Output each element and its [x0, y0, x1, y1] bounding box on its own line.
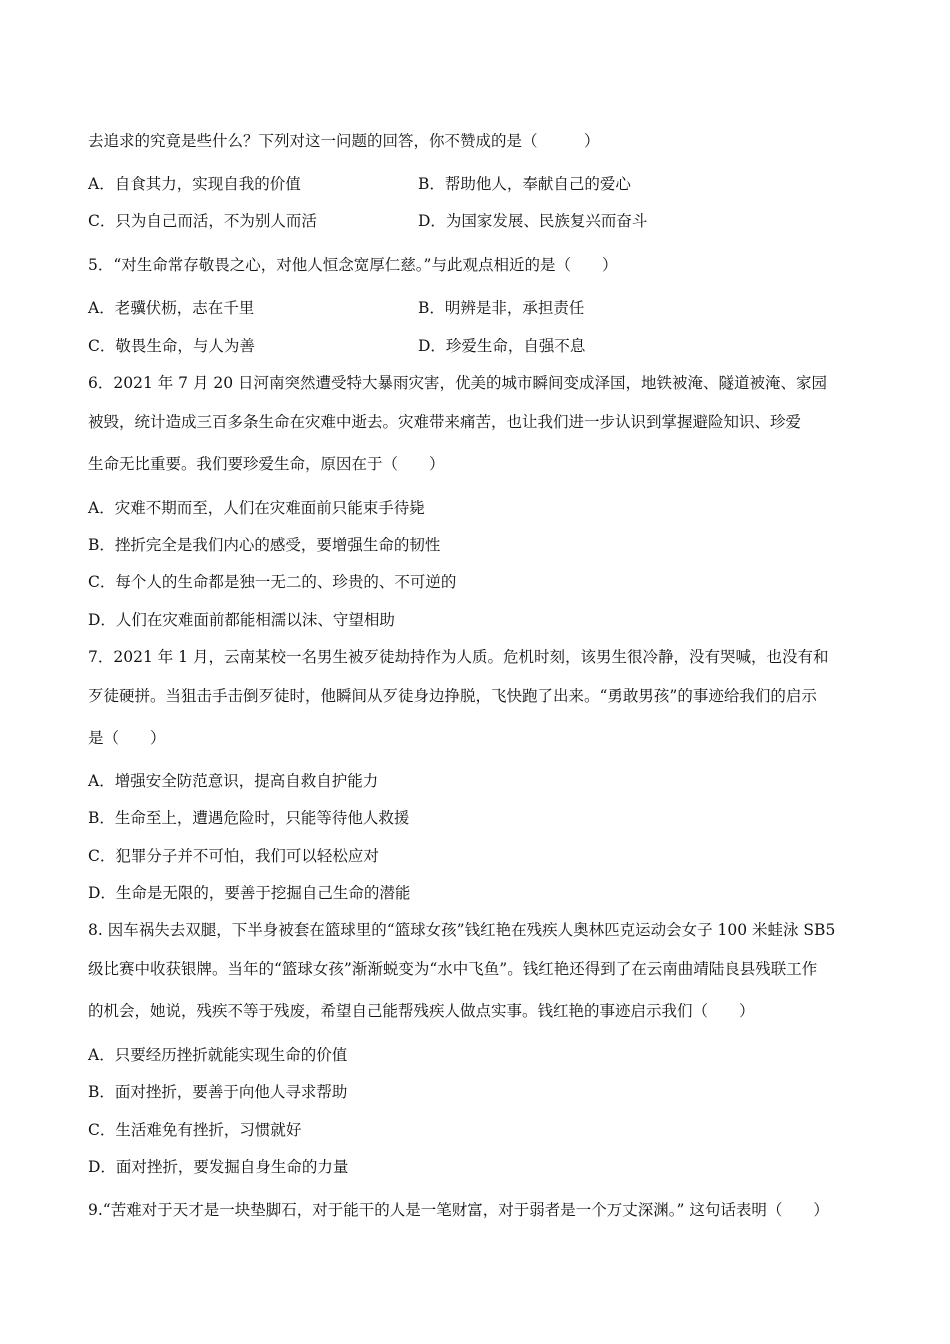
q4-stem-tail: 去追求的究竟是些什么？下列对这一问题的回答，你不赞成的是（ ） — [88, 132, 600, 150]
q5-option-c[interactable]: C．敬畏生命，与人为善 — [88, 337, 255, 355]
q5-option-d[interactable]: D．珍爱生命，自强不息 — [418, 337, 586, 355]
q4-option-c[interactable]: C．只为自己而活，不为别人而活 — [88, 212, 317, 230]
q8-option-a[interactable]: A．只要经历挫折就能实现生命的价值 — [88, 1046, 348, 1064]
q7-stem-line-2: 歹徒硬拼。当狙击手击倒歹徒时，他瞬间从歹徒身边挣脱，飞快跑了出来。“勇敢男孩”的事迹给我们的启示 — [88, 687, 817, 705]
q6-option-d[interactable]: D．人们在灾难面前都能相濡以沫、守望相助 — [88, 611, 395, 629]
q7-option-a[interactable]: A．增强安全防范意识，提高自救自护能力 — [88, 772, 379, 790]
q6-stem-line-1: 6．2021 年 7 月 20 日河南突然遭受特大暴雨灾害，优美的城市瞬间变成泽国，地铁被淹、隧道被淹、家园 — [88, 374, 828, 392]
q6-option-a[interactable]: A．灾难不期而至，人们在灾难面前只能束手待毙 — [88, 499, 425, 517]
q8-stem-line-3: 的机会，她说，残疾不等于残废，希望自己能帮残疾人做点实事。钱红艳的事迹启示我们（ ） — [88, 1002, 755, 1020]
q6-option-b[interactable]: B．挫折完全是我们内心的感受，要增强生命的韧性 — [88, 536, 441, 554]
q4-option-d[interactable]: D．为国家发展、民族复兴而奋斗 — [418, 212, 648, 230]
q7-stem-line-3: 是（ ） — [88, 729, 166, 747]
q4-option-a[interactable]: A．自食其力，实现自我的价值 — [88, 175, 301, 193]
q4-option-b[interactable]: B．帮助他人，奉献自己的爱心 — [418, 175, 631, 193]
q8-option-c[interactable]: C．生活难免有挫折，习惯就好 — [88, 1121, 302, 1139]
q7-option-d[interactable]: D．生命是无限的，要善于挖掘自己生命的潜能 — [88, 884, 411, 902]
q7-option-b[interactable]: B．生命至上，遭遇危险时，只能等待他人救援 — [88, 809, 410, 827]
q6-option-c[interactable]: C．每个人的生命都是独一无二的、珍贵的、不可逆的 — [88, 573, 457, 591]
q8-stem-line-2: 级比赛中收获银牌。当年的“篮球女孩”渐渐蜕变为“水中飞鱼”。钱红艳还得到了在云南曲靖陆良县残联工作 — [88, 960, 818, 978]
q6-stem-line-3: 生命无比重要。我们要珍爱生命，原因在于（ ） — [88, 455, 445, 473]
q5-option-a[interactable]: A．老骥伏枥，志在千里 — [88, 299, 255, 317]
q5-stem: 5．“对生命常存敬畏之心，对他人恒念宽厚仁慈。”与此观点相近的是（ ） — [88, 256, 618, 274]
q8-option-b[interactable]: B．面对挫折，要善于向他人寻求帮助 — [88, 1083, 348, 1101]
q5-option-b[interactable]: B．明辨是非，承担责任 — [418, 299, 585, 317]
q7-option-c[interactable]: C．犯罪分子并不可怕，我们可以轻松应对 — [88, 847, 379, 865]
q7-stem-line-1: 7．2021 年 1 月，云南某校一名男生被歹徒劫持作为人质。危机时刻，该男生很冷静，没有哭喊，也没有和 — [88, 648, 829, 666]
q8-option-d[interactable]: D．面对挫折，要发掘自身生命的力量 — [88, 1158, 349, 1176]
q9-stem: 9.“苦难对于天才是一块垫脚石，对于能干的人是一笔财富，对于弱者是一个万丈深渊。” 这句话表明（ ） — [88, 1201, 829, 1219]
q8-stem-line-1: 8. 因车祸失去双腿，下半身被套在篮球里的“篮球女孩”钱红艳在残疾人奥林匹克运动会女子 100 米蛙泳 SB5 — [88, 921, 836, 939]
q6-stem-line-2: 被毁，统计造成三百多条生命在灾难中逝去。灾难带来痛苦，也让我们进一步认识到掌握避险知识、珍爱 — [88, 413, 802, 431]
